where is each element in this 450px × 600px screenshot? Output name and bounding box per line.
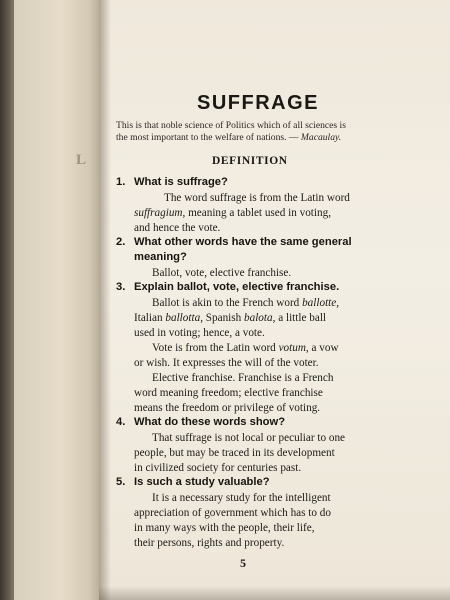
answer-4-line-3: in civilized society for centuries past. [134, 462, 302, 474]
answer-3-line-4: Vote is from the Latin word votum, a vow [152, 342, 339, 354]
answer-3-line-6: Elective franchise. Franchise is a French [152, 372, 334, 384]
answer-5-line-2: appreciation of government which has to do [134, 507, 331, 519]
answer-3-line-3: used in voting; hence, a vote. [134, 327, 265, 339]
foreign-word: ballotte [302, 297, 337, 309]
foreign-word: balota [244, 312, 273, 324]
question-4 [116, 416, 285, 428]
answer-5-line-4: their persons, rights and property. [134, 537, 285, 549]
answer-3-line-7: word meaning freedom; elective franchise [134, 387, 323, 399]
page-title: SUFFRAGE [197, 92, 319, 114]
spine-shadow [99, 0, 111, 600]
question-text: Is such a study valuable? [134, 476, 270, 488]
answer-3-line-8: means the freedom or privilege of voting. [134, 402, 321, 414]
question-5 [116, 476, 270, 488]
answer-3-line-5: or wish. It expresses the will of the voter. [134, 357, 319, 369]
epigraph-text: the most important to the welfare of nations. — [116, 132, 299, 143]
question-number: 5. [116, 476, 126, 488]
answer-5-line-1: It is a necessary study for the intelligent [152, 492, 331, 504]
foreign-word: suffragium [134, 207, 183, 219]
left-page-mark: L [76, 152, 87, 168]
left-page [14, 0, 101, 600]
answer-1-line-1: The word suffrage is from the Latin word [164, 192, 350, 204]
question-2 [116, 236, 352, 248]
answer-1-line-3: and hence the vote. [134, 222, 221, 234]
question-number: 1. [116, 176, 126, 188]
bottom-shadow [99, 586, 450, 600]
question-text: Explain ballot, vote, elective franchise. [134, 281, 340, 293]
epigraph [116, 120, 401, 144]
question-2-continued: meaning? [134, 251, 187, 263]
foreign-word: ballotta [165, 312, 201, 324]
answer-1-line-2: suffragium, meaning a tablet used in voting, [134, 207, 332, 219]
question-number: 4. [116, 416, 126, 428]
answer-3-line-2: Italian ballotta, Spanish balota, a little ball [134, 312, 327, 324]
question-3 [116, 281, 339, 293]
answer-5-line-3: in many ways with the people, their life, [134, 522, 315, 534]
question-text: What is suffrage? [134, 176, 228, 188]
answer-4-line-1: That suffrage is not local or peculiar to one [152, 432, 346, 444]
foreign-word: votum [278, 342, 306, 354]
section-heading: DEFINITION [212, 155, 288, 167]
epigraph-line-1: This is that noble science of Politics which of all sciences is [116, 120, 346, 131]
question-text: What do these words show? [134, 416, 286, 428]
question-number: 3. [116, 281, 126, 293]
question-text: What other words have the same general [134, 236, 352, 248]
epigraph-line-2 [116, 132, 401, 144]
answer-3-line-1: Ballot is akin to the French word ballotte, [152, 297, 340, 309]
answer-2-line-1: Ballot, vote, elective franchise. [152, 267, 292, 279]
epigraph-author: Macaulay. [300, 132, 342, 143]
page-number: 5 [240, 556, 246, 570]
question-1 [116, 176, 228, 188]
question-number: 2. [116, 236, 126, 248]
answer-4-line-2: people, but may be traced in its development [134, 447, 335, 459]
